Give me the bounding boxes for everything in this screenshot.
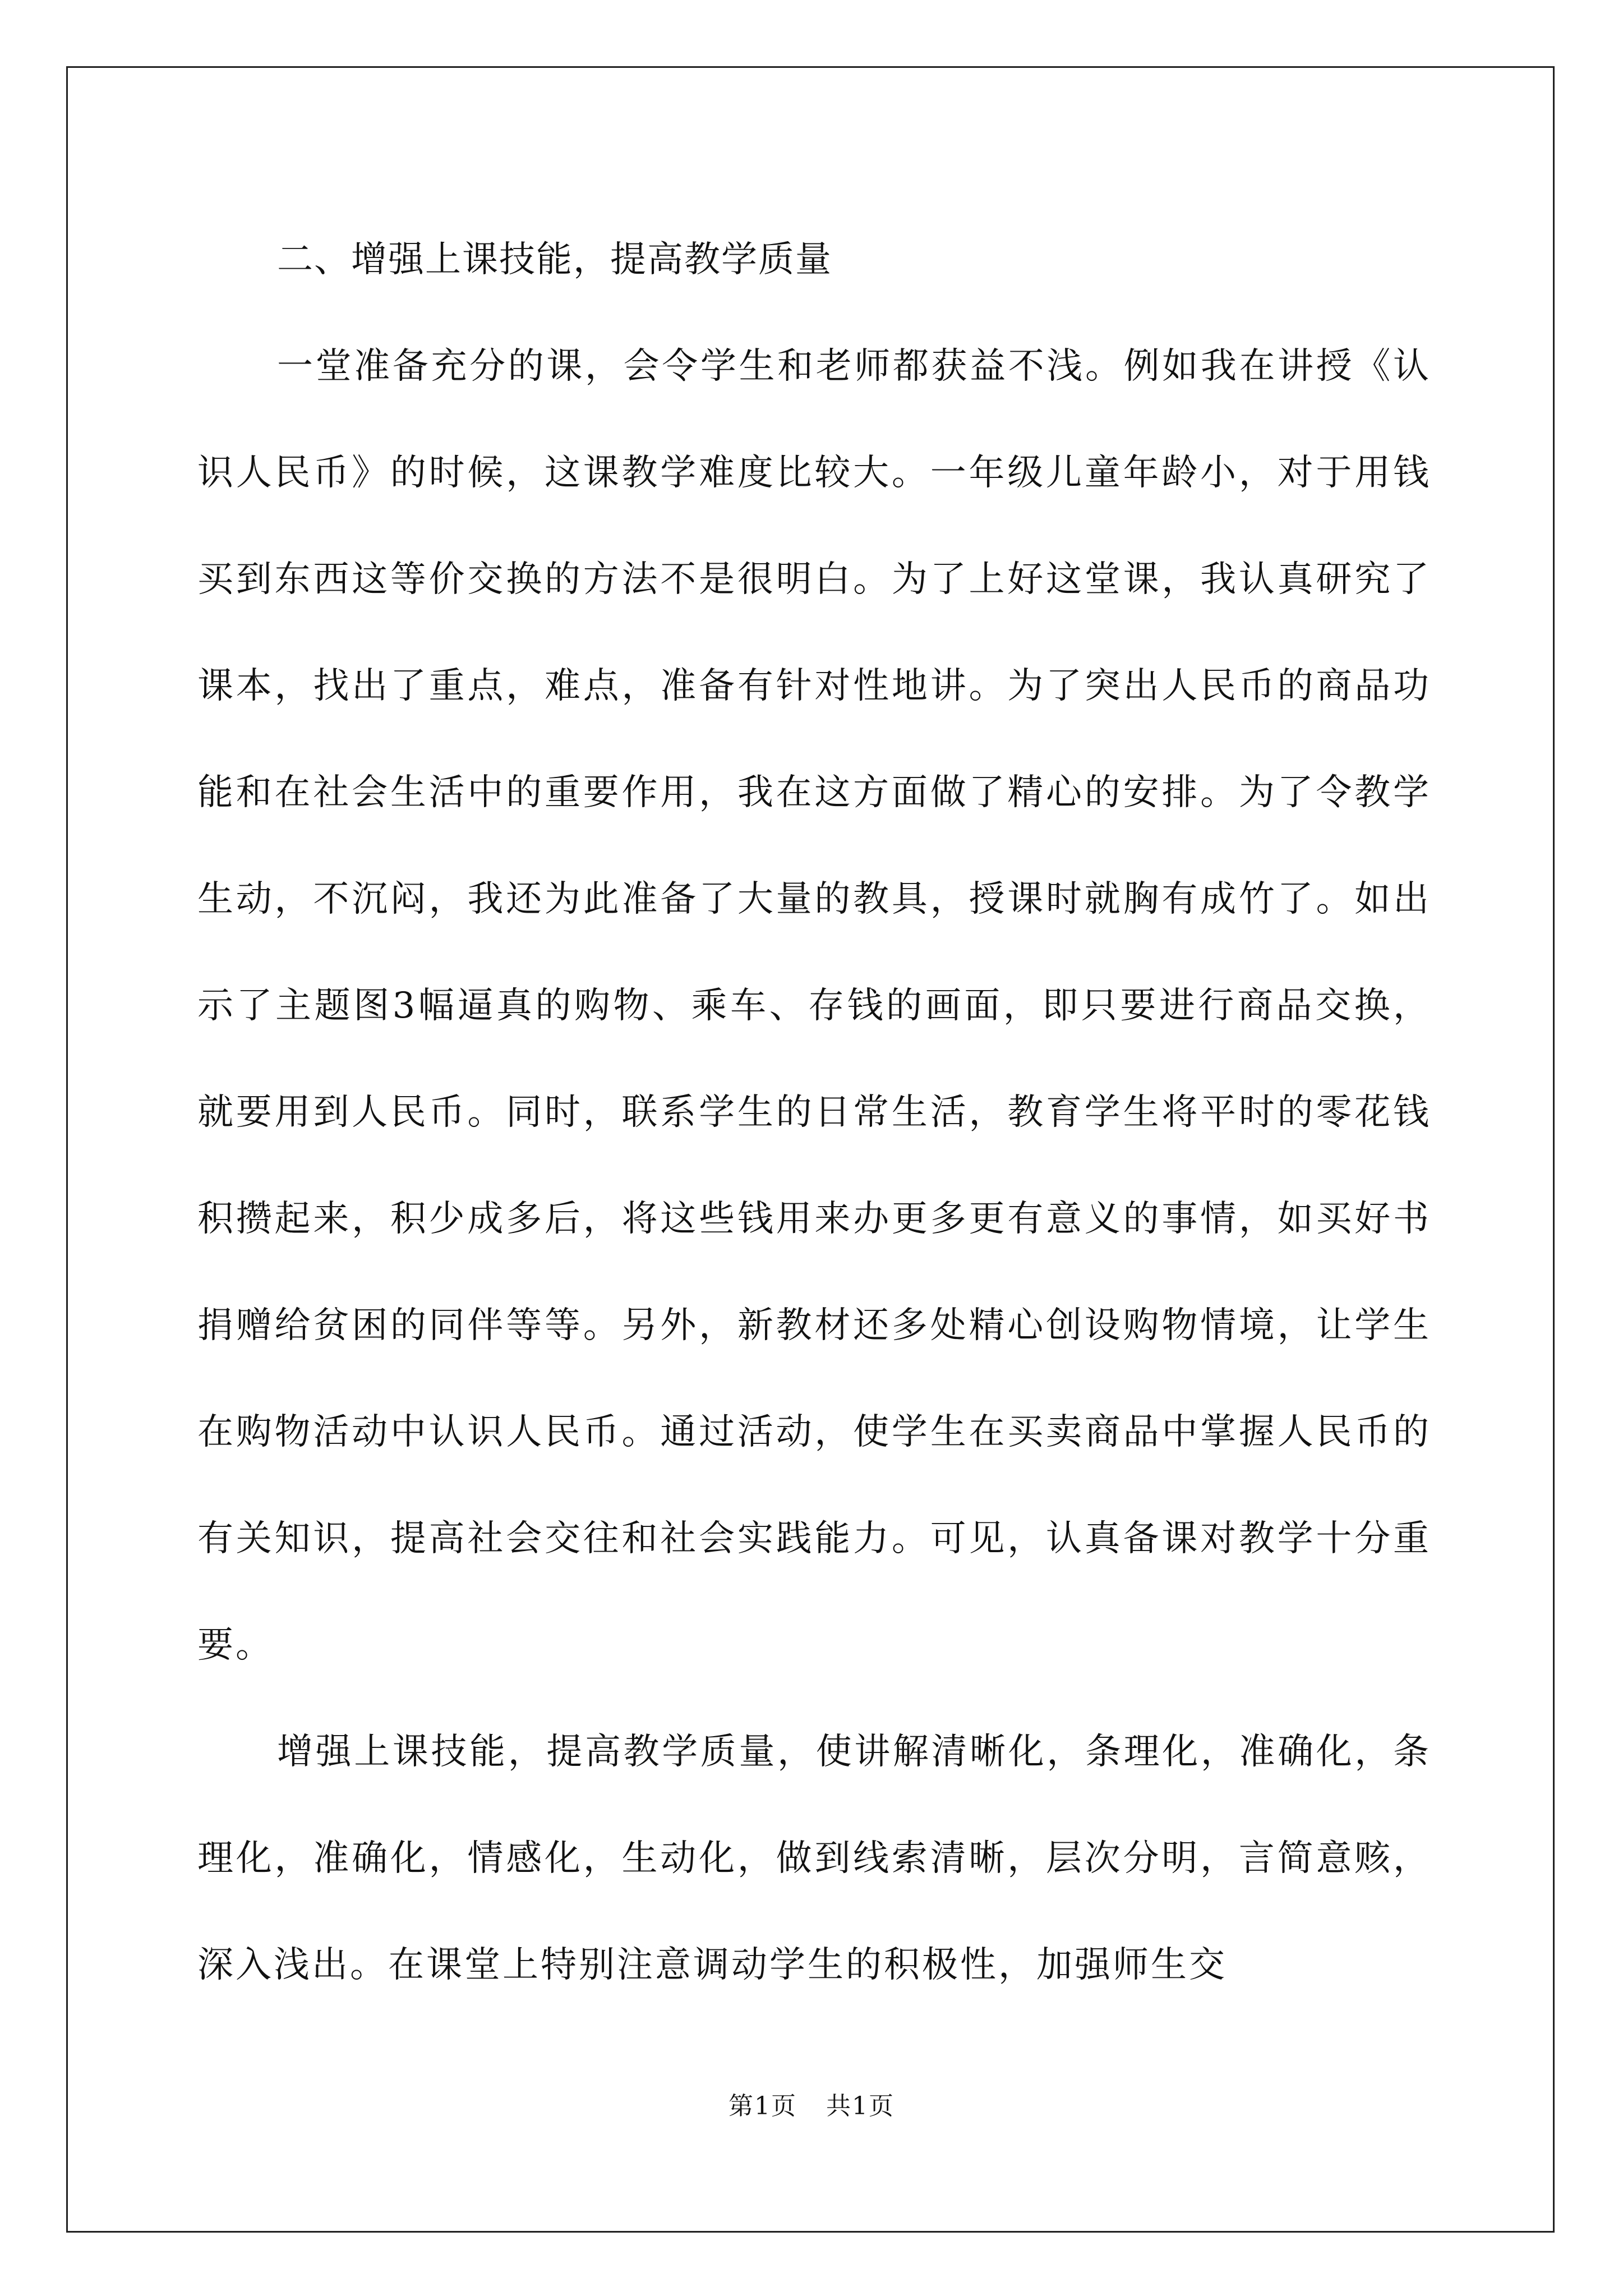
- page-total: 共1页: [826, 2092, 895, 2120]
- page-footer: [0, 2086, 1623, 2122]
- page-number: 第1页: [728, 2092, 797, 2120]
- document-body: [197, 206, 1431, 2018]
- paragraph: 一堂准备充分的课，会令学生和老师都获益不浅。例如我在讲授《认识人民币》的时候，这课教学难度比较大。一年级儿童年龄小，对于用钱买到东西这等价交换的方法不是很明白。为了上好这堂课，我认真研究了课本，找出了重点，难点，准备有针对性地讲。为了突出人民币的商品功能和在社会生活中的重要作用，我在这方面做了精心的安排。为了令教学生动，不沉闷，我还为此准备了大量的教具，授课时就胸有成竹了。如出示了主题图3幅逼真的购物、乘车、存钱的画面，即只要进行商品交换，就要用到人民币。同时，联系学生的日常生活，教育学生将平时的零花钱积攒起来，积少成多后，将这些钱用来办更多更有意义的事情，如买好书捐赠给贫困的同伴等等。另外，新教材还多处精心创设购物情境，让学生在购物活动中认识人民币。通过活动，使学生在买卖商品中掌握人民币的有关知识，提高社会交往和社会实践能力。可见，认真备课对教学十分重要。: [197, 346, 1431, 1666]
- paragraph: 增强上课技能，提高教学质量，使讲解清晰化，条理化，准确化，条理化，准确化，情感化，生动化，做到线索清晰，层次分明，言简意赅，深入浅出。在课堂上特别注意调动学生的积极性，加强师生交: [197, 1731, 1431, 1986]
- section-heading: 二、增强上课技能，提高教学质量: [277, 239, 832, 280]
